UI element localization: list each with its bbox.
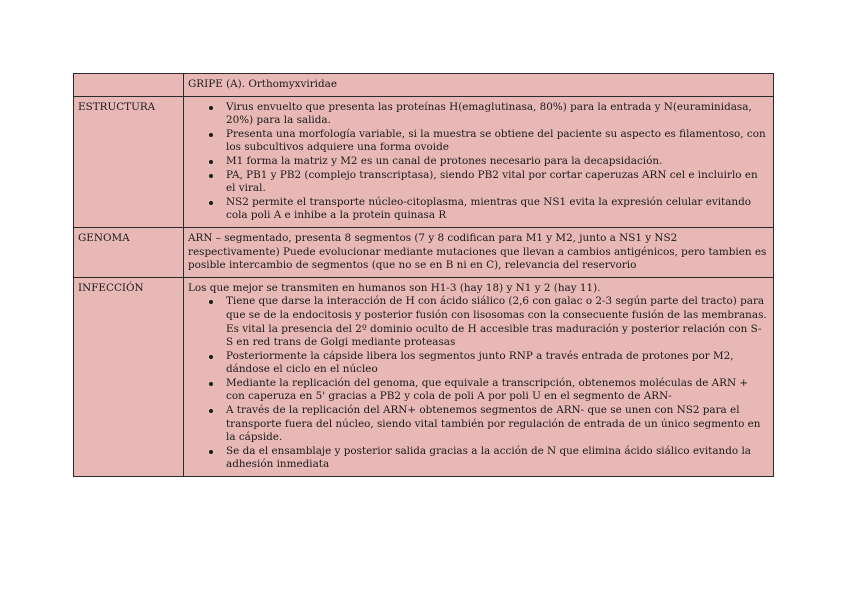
- table-row: [74, 277, 774, 476]
- row-label-empty: [74, 74, 184, 97]
- list-item: Posteriormente la cápside libera los segmentos junto RNP a través entrada de protones por M2, dándose el ciclo en el núcleo: [226, 350, 768, 377]
- infeccion-content: [184, 277, 774, 476]
- list-item: Presenta una morfología variable, si la muestra se obtiene del paciente su aspecto es filamentoso, con los subcultivos adquiere una forma ovoide: [226, 128, 768, 155]
- list-item: PA, PB1 y PB2 (complejo transcriptasa), siendo PB2 vital por cortar caperuzas ARN cel e incluirlo en el viral.: [226, 169, 768, 196]
- list-item: Tiene que darse la interacción de H con ácido siálico (2,6 con galac o 2-3 según parte del tracto) para que se de la endocitosis y posterior fusión con lisosomas con la consecuente fusión de las membranas. Es vital la presencia del 2º dominio oculto de H accesible tras maduración y posterior relación con S-S en red trans de Golgi mediante proteasas: [226, 295, 767, 349]
- row-label-genoma: GENOMA: [74, 227, 184, 277]
- list-item: NS2 permite el transporte núcleo-citoplasma, mientras que NS1 evita la expresión celular evitando cola poli A e inhibe a la protein quinasa R: [226, 196, 768, 223]
- row-label-infeccion: INFECCIÓN: [74, 277, 184, 476]
- list-item: A través de la replicación del ARN+ obtenemos segmentos de ARN- que se unen con NS2 para el transporte fuera del núcleo, siendo vital también por regulación de entrada de un único segmento en la cápside.: [226, 404, 768, 445]
- estructura-content: [184, 96, 774, 227]
- list-item: M1 forma la matriz y M2 es un canal de protones necesario para la decapsidación.: [226, 155, 768, 169]
- list-item: Se da el ensamblaje y posterior salida gracias a la acción de N que elimina ácido siálico evitando la adhesión inmediata: [226, 445, 768, 472]
- infeccion-list: [188, 295, 768, 472]
- table-row: [74, 96, 774, 227]
- list-item: Mediante la replicación del genoma, que equivale a transcripción, obtenemos moléculas de ARN + con caperuza en 5' gracias a PB2 y cola de poli A por poli U en el segmento de ARN-: [226, 377, 768, 404]
- list-item: Virus envuelto que presenta las proteínas H(emaglutinasa, 80%) para la entrada y N(euraminidasa, 20%) para la salida.: [226, 101, 768, 128]
- estructura-list: [188, 101, 768, 223]
- infeccion-intro: Los que mejor se transmiten en humanos son H1-3 (hay 18) y N1 y 2 (hay 11).: [188, 281, 601, 294]
- table-title: GRIPE (A). Orthomyxviridae: [184, 74, 774, 97]
- table-row: [74, 74, 774, 97]
- table-row: [74, 227, 774, 277]
- genoma-content: ARN – segmentado, presenta 8 segmentos (7 y 8 codifican para M1 y M2, junto a NS1 y NS2 respectivamente) Puede evolucionar mediante mutaciones que llevan a cambios antigénicos, pero tambien es posible intercambio de segmentos (que no se en B ni en C), relevancia del reservorio: [184, 227, 774, 277]
- document-table: [73, 73, 774, 477]
- row-label-estructura: ESTRUCTURA: [74, 96, 184, 227]
